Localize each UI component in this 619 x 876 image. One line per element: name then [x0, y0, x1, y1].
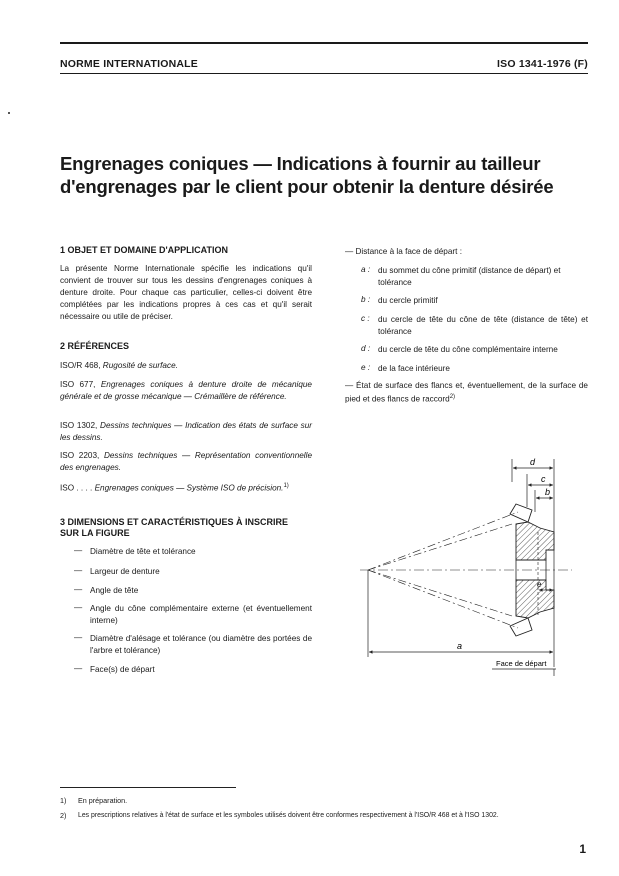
- subitem-text: du sommet du cône primitif (distance de départ) et tolérance: [378, 266, 561, 287]
- reference-code: ISO 1302,: [60, 421, 98, 430]
- bevel-gear-figure: [340, 452, 595, 680]
- lower-tooth: [510, 618, 532, 636]
- dash-bullet: —: [74, 585, 83, 594]
- title-line-2: d'engrenages par le client pour obtenir la denture désirée: [60, 176, 554, 197]
- footnote-number: 2): [60, 811, 67, 820]
- dash-bullet: —: [74, 546, 83, 555]
- footnote-ref-1: 1): [283, 483, 289, 489]
- reference-title: Engrenages coniques à denture droite de mécanique générale et de grosse mécanique — Crémaillère de référence.: [60, 380, 312, 401]
- section3-heading-line-1: 3 DIMENSIONS ET CARACTÉRISTIQUES À INSCRIRE: [60, 517, 289, 527]
- top-rule: [60, 42, 588, 44]
- title-line-1: Engrenages coniques — Indications à fournir au tailleur: [60, 153, 541, 174]
- list-item: [90, 603, 312, 627]
- reference-code: ISO/R 468,: [60, 361, 101, 370]
- face-label: Face de départ: [496, 659, 547, 668]
- footnote-rule: [60, 787, 236, 788]
- list-item: Largeur de denture: [90, 567, 160, 576]
- reference-item: [60, 420, 312, 443]
- speck: [8, 112, 10, 114]
- list-item: Angle de tête: [90, 586, 139, 595]
- section1-heading: 1 OBJET ET DOMAINE D'APPLICATION: [60, 245, 228, 255]
- subitem-label: a :: [361, 265, 371, 274]
- upper-tooth: [510, 504, 532, 522]
- footnote-number: 1): [60, 796, 67, 805]
- label-a: a: [457, 641, 463, 651]
- dash-bullet: —: [74, 603, 83, 612]
- subitem-text: du cercle primitif: [378, 296, 438, 305]
- reference-code: ISO . . . .: [60, 483, 93, 493]
- dash-bullet: —: [74, 664, 83, 673]
- reference-code: ISO 2203,: [60, 451, 100, 460]
- subitem-label: d :: [361, 344, 371, 353]
- header-left: NORME INTERNATIONALE: [60, 58, 198, 70]
- section1-body: La présente Norme Internationale spécifie les indications qu'il convient de trouver sur tous les dessins d'engrenages coniques à denture droite. Pour chaque cas particulier, celles-ci doivent être complétées par les indications propres à ces cas et qu'il serait nécessaire ou utile de préciser.: [60, 264, 312, 321]
- pitch-cone-upper: [368, 512, 518, 570]
- footnote-ref-2: 2): [449, 393, 456, 400]
- page-title: [60, 152, 590, 198]
- page-number: 1: [579, 842, 586, 856]
- reference-item: [60, 481, 312, 494]
- reference-title: Dessins techniques — Représentation conventionnelle des engrenages.: [60, 451, 313, 472]
- dash-bullet: —: [74, 633, 83, 642]
- distance-intro: — Distance à la face de départ :: [345, 247, 462, 256]
- surface-finish-text: — État de surface des flancs et, éventuellement, de la surface de pied et des flancs de raccord: [345, 381, 588, 404]
- footnote-text: Les prescriptions relatives à l'état de surface et les symboles utilisés doivent être conformes respectivement à l'ISO/R 468 et à l'ISO 1302.: [78, 812, 499, 819]
- subitem-label: b :: [361, 295, 371, 304]
- list-item: Face(s) de départ: [90, 665, 155, 674]
- list-item-text: Angle du cône complémentaire externe (et éventuellement interne): [90, 604, 312, 625]
- dash-bullet: —: [74, 566, 83, 575]
- section3-heading-line-2: SUR LA FIGURE: [60, 528, 130, 538]
- reference-title: Rugosité de surface.: [102, 361, 178, 370]
- reference-item: [60, 450, 312, 473]
- list-item: Diamètre de tête et tolérance: [90, 547, 196, 556]
- reference-code: ISO 677,: [60, 380, 96, 389]
- reference-item: [60, 379, 312, 402]
- section2-heading: 2 RÉFÉRENCES: [60, 341, 130, 351]
- label-d: d: [530, 457, 536, 467]
- reference-title: Dessins techniques — Indication des états de surface sur les dessins.: [60, 421, 312, 442]
- subitem-label: e :: [361, 363, 371, 372]
- subitem-label: c :: [361, 314, 370, 323]
- subitem-text: de la face intérieure: [378, 364, 450, 373]
- subitem-text: du cercle de tête du cône de tête (distance de tête) et tolérance: [378, 315, 588, 336]
- footnote-text: En préparation.: [78, 796, 128, 805]
- list-item: Diamètre d'alésage et tolérance (ou diamètre des portées de l'arbre et tolérance): [90, 634, 312, 655]
- reference-item: [60, 360, 312, 372]
- label-c: c: [541, 474, 546, 484]
- lower-gear-section: [516, 580, 554, 618]
- header-rule: [60, 73, 588, 74]
- label-b: b: [545, 487, 551, 497]
- surface-finish: [345, 380, 588, 405]
- upper-gear-section: [516, 522, 554, 560]
- label-e: e: [537, 580, 542, 589]
- pitch-cone-lower: [368, 570, 518, 628]
- subitem-text: du cercle de tête du cône complémentaire interne: [378, 345, 558, 354]
- reference-title: Engrenages coniques — Système ISO de précision.: [94, 483, 284, 493]
- header-right: ISO 1341-1976 (F): [497, 58, 588, 70]
